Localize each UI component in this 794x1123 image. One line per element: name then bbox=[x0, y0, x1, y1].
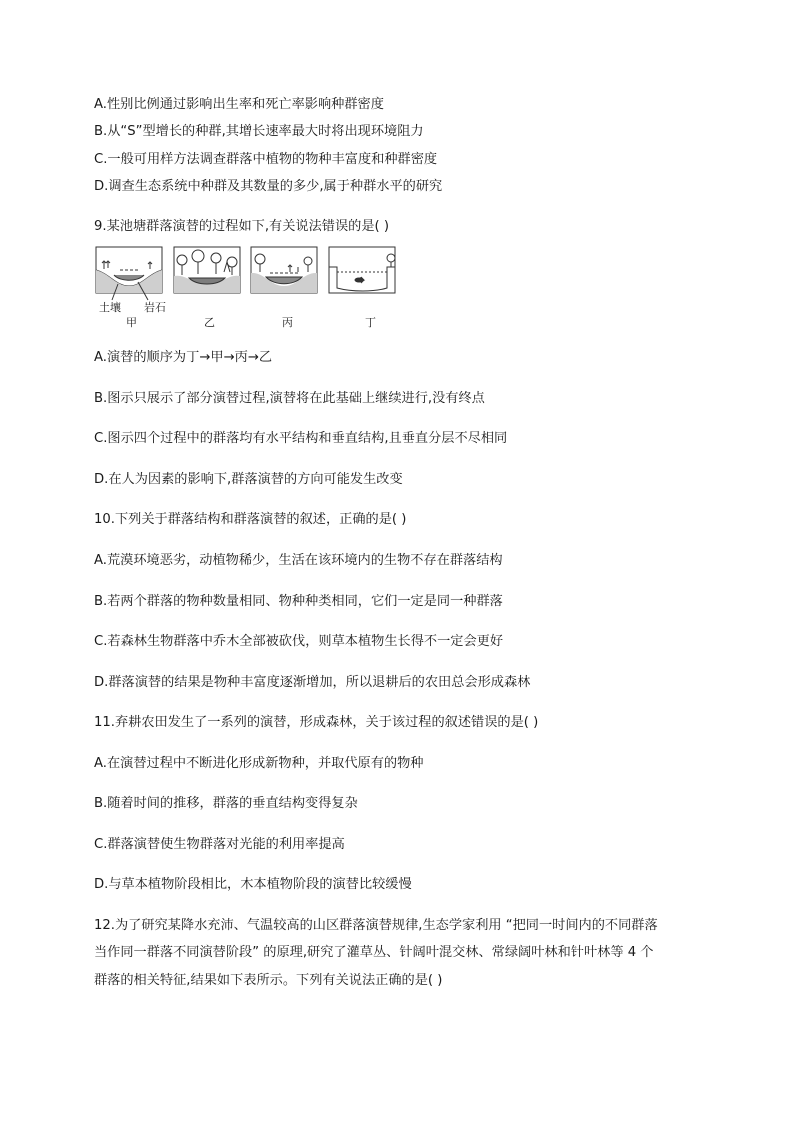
panel-jia bbox=[96, 247, 162, 293]
panel-bing bbox=[251, 247, 317, 293]
q11-option-a: A.在演替过程中不断进化形成新物种，并取代原有的物种 bbox=[94, 756, 424, 771]
q9-option-d: D.在人为因素的影响下,群落演替的方向可能发生改变 bbox=[94, 472, 403, 487]
rock-label: 岩石 bbox=[144, 301, 166, 314]
q11-option-c: C.群落演替使生物群落对光能的利用率提高 bbox=[94, 837, 345, 852]
q11-stem: 11.弃耕农田发生了一系列的演替，形成森林，关于该过程的叙述错误的是( ) bbox=[94, 715, 539, 730]
q9-stem: 9.某池塘群落演替的过程如下,有关说法错误的是( ) bbox=[94, 219, 390, 234]
q8-option-b: B.从“S”型增长的种群,其增长速率最大时将出现环境阻力 bbox=[94, 124, 424, 139]
panel-label-jia: 甲 bbox=[126, 316, 137, 329]
q10-stem: 10.下列关于群落结构和群落演替的叙述，正确的是( ) bbox=[94, 512, 407, 527]
q8-option-d: D.调查生态系统中种群及其数量的多少,属于种群水平的研究 bbox=[94, 179, 443, 194]
q8-option-a: A.性别比例通过影响出生率和死亡率影响种群密度 bbox=[94, 97, 384, 112]
q12-stem-line-3: 群落的相关特征,结果如下表所示。下列有关说法正确的是( ) bbox=[94, 973, 443, 988]
panel-label-bing: 丙 bbox=[282, 316, 293, 329]
q12-stem-line-1: 12.为了研究某降水充沛、气温较高的山区群落演替规律,生态学家利用 “把同一时间内的不同群落 bbox=[94, 918, 658, 933]
q10-option-a: A.荒漠环境恶劣，动植物稀少，生活在该环境内的生物不存在群落结构 bbox=[94, 553, 503, 568]
q9-option-c: C.图示四个过程中的群落均有水平结构和垂直结构,且垂直分层不尽相同 bbox=[94, 431, 508, 446]
succession-diagram bbox=[94, 244, 406, 304]
q11-option-b: B.随着时间的推移，群落的垂直结构变得复杂 bbox=[94, 796, 358, 811]
q10-option-d: D.群落演替的结果是物种丰富度逐渐增加，所以退耕后的农田总会形成森林 bbox=[94, 675, 531, 690]
panel-yi bbox=[174, 247, 240, 293]
q10-option-c: C.若森林生物群落中乔木全部被砍伐，则草本植物生长得不一定会更好 bbox=[94, 634, 504, 649]
panel-label-ding: 丁 bbox=[365, 316, 376, 329]
q9-option-b: B.图示只展示了部分演替过程,演替将在此基础上继续进行,没有终点 bbox=[94, 391, 485, 406]
panel-label-yi: 乙 bbox=[204, 316, 215, 329]
q12-stem-line-2: 当作同一群落不同演替阶段” 的原理,研究了灌草丛、针阔叶混交林、常绿阔叶林和针叶林等 4 个 bbox=[94, 945, 654, 960]
q8-option-c: C.一般可用样方法调查群落中植物的物种丰富度和种群密度 bbox=[94, 152, 438, 167]
q10-option-b: B.若两个群落的物种数量相同、物种种类相同，它们一定是同一种群落 bbox=[94, 594, 503, 609]
soil-label: 土壤 bbox=[99, 301, 121, 314]
panel-ding bbox=[329, 247, 395, 293]
q9-option-a: A.演替的顺序为丁→甲→丙→乙 bbox=[94, 350, 273, 365]
succession-figure bbox=[94, 244, 406, 332]
q11-option-d: D.与草本植物阶段相比，木本植物阶段的演替比较缓慢 bbox=[94, 877, 412, 892]
